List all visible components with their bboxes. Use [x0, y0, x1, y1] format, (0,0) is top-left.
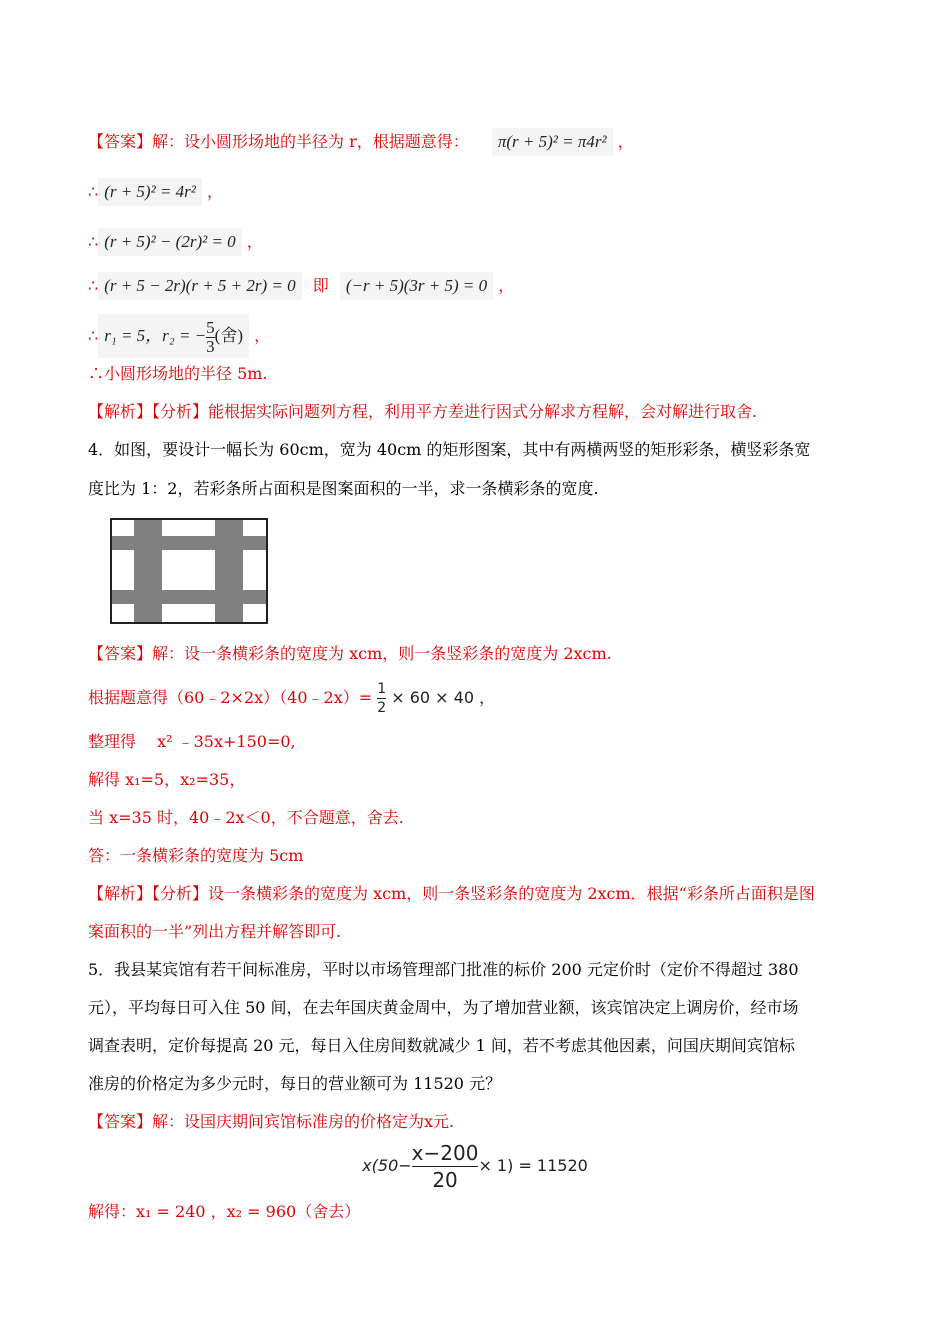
- half-numerator: 1: [377, 681, 387, 697]
- q4-solve: 解得 x₁=5，x₂=35，: [88, 770, 246, 789]
- vertical-ribbon-right: [215, 519, 243, 623]
- q5-question-line-3: 调查表明，定价每提高 20 元，每日入住房间数就减少 1 间，若不考虑其他因素，问国庆期间宾馆标: [88, 1036, 795, 1055]
- q3-step-4: [88, 272, 514, 300]
- reject-mark: (舍): [214, 326, 243, 345]
- q4-question-line-2: 度比为 1：2，若彩条所占面积是图案面积的一半，求一条横彩条的宽度.: [88, 479, 599, 498]
- q4-simplify: 整理得 x² ﹣35x+150=0,: [88, 732, 296, 751]
- q3-step-2: [88, 178, 223, 206]
- roots-text: r₁ = 5，r₂ = −: [104, 326, 207, 345]
- equation-right: × 1) = 11520: [478, 1156, 588, 1175]
- q4-analysis-line-1: 【解析】【分析】设一条横彩条的宽度为 xcm，则一条竖彩条的宽度为 2xcm．根据“彩条所占面积是图: [88, 884, 815, 903]
- comma: ，: [498, 276, 515, 295]
- fraction-denominator: 3: [206, 336, 215, 356]
- half-denominator: 2: [377, 700, 387, 716]
- therefore-symbol: ∴: [88, 276, 99, 295]
- q4-analysis-line-2: 案面积的一半”列出方程并解答即可.: [88, 922, 342, 941]
- q4-final-answer: 答：一条横彩条的宽度为 5cm: [88, 846, 304, 865]
- comma: ，: [246, 232, 263, 251]
- ribbon-rectangle-figure: [110, 518, 268, 624]
- equation-1: π(r + 5)² = π4r²: [492, 128, 613, 156]
- comma: ，: [206, 182, 223, 201]
- q4-question-line-1: 4．如图，要设计一幅长为 60cm，宽为 40cm 的矩形图案，其中有两横两竖的矩形彩条，横竖彩条宽: [88, 440, 811, 459]
- ji-text: 即: [312, 276, 329, 295]
- equation-3: (r + 5)² − (2r)² = 0: [98, 228, 241, 256]
- comma: ，: [617, 132, 634, 151]
- equation-4b: (−r + 5)(3r + 5) = 0: [340, 272, 493, 300]
- equation-denominator: 20: [432, 1168, 458, 1192]
- q5-question-line-1: 5．我县某宾馆有若干间标准房，平时以市场管理部门批准的标价 200 元定价时（定价不得超过 380: [88, 960, 799, 979]
- q5-question-line-4: 准房的价格定为多少元时，每日的营业额可为 11520 元？: [88, 1074, 502, 1093]
- q4-equation-line: [88, 680, 495, 717]
- therefore-symbol: ∴: [88, 326, 99, 345]
- q4-reject: 当 x=35 时，40﹣2x＜0，不合题意，舍去.: [88, 808, 404, 827]
- q3-conclusion: ∴小圆形场地的半径 5m.: [88, 364, 268, 383]
- q3-answer-line: [88, 128, 634, 156]
- q3-analysis: 【解析】【分析】能根据实际问题列方程，利用平方差进行因式分解求方程解，会对解进行取舍.: [88, 402, 758, 421]
- q5-solve: 解得：x₁ = 240 ，x₂ = 960（舍去）: [88, 1202, 361, 1221]
- equation-left: x(50−: [362, 1156, 412, 1175]
- q5-equation: [0, 1140, 950, 1193]
- q5-answer: 【答案】解：设国庆期间宾馆标准房的价格定为x元.: [88, 1112, 455, 1131]
- therefore-symbol: ∴: [88, 232, 99, 251]
- q3-step-5: [88, 314, 270, 358]
- q4-answer: 【答案】解：设一条横彩条的宽度为 xcm，则一条竖彩条的宽度为 2xcm.: [88, 644, 612, 663]
- equation-4a: (r + 5 − 2r)(r + 5 + 2r) = 0: [98, 272, 301, 300]
- equation-numerator: x−200: [411, 1141, 479, 1165]
- q5-question-line-2: 元），平均每日可入住 50 间，在去年国庆黄金周中，为了增加营业额，该宾馆决定上调房价，经市场: [88, 998, 799, 1017]
- comma: ，: [254, 326, 271, 345]
- equation-5: [98, 314, 249, 358]
- equation-2: (r + 5)² = 4r²: [98, 178, 202, 206]
- therefore-symbol: ∴: [88, 182, 99, 201]
- answer-intro: 解：设小圆形场地的半径为 r，根据题意得：: [152, 132, 469, 151]
- fraction-numerator: 5: [206, 317, 215, 337]
- equation-prefix: 根据题意得（60﹣2×2x）（40﹣2x）=: [88, 688, 373, 707]
- vertical-ribbon-left: [134, 519, 162, 623]
- q3-step-3: [88, 228, 263, 256]
- equation-suffix: × 60 × 40 ，: [391, 688, 496, 707]
- answer-label: 【答案】: [88, 132, 153, 151]
